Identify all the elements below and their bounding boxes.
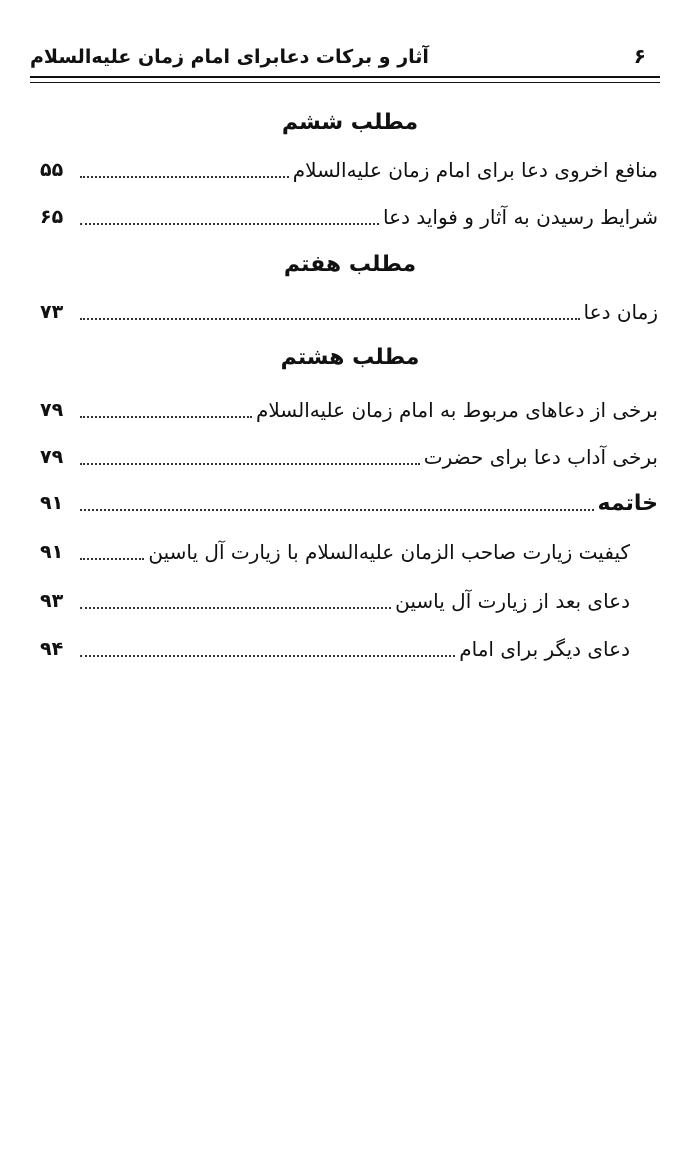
dot-leader [80, 318, 580, 320]
header-rule-thin [30, 82, 660, 83]
toc-entry[interactable] [40, 295, 658, 329]
running-title: آثار و برکات دعابرای امام زمان علیه‌السلام [30, 46, 429, 68]
section-heading: مطلب هفتم [283, 252, 417, 277]
toc-entry-page: ۷۹ [40, 446, 64, 468]
dot-leader [80, 176, 289, 178]
toc-entry[interactable] [40, 200, 658, 234]
dot-leader [80, 509, 594, 511]
header-page-number: ۶ [633, 44, 646, 68]
toc-entry[interactable] [40, 153, 658, 187]
toc-entry-title: دعای بعد از زیارت آل یاسین [395, 589, 630, 613]
toc-entry-title: زمان دعا [583, 300, 658, 324]
toc-entry[interactable] [40, 440, 658, 474]
toc-entry-page: ۷۳ [40, 301, 64, 323]
section-heading: مطلب ششم [281, 110, 419, 135]
dot-leader [80, 558, 144, 560]
dot-leader [80, 416, 252, 418]
toc-entry-title: منافع اخروی دعا برای امام زمان علیه‌السلام [292, 158, 658, 182]
toc-entry-title: دعای دیگر برای امام [459, 637, 630, 661]
toc-entry[interactable] [40, 393, 658, 427]
page-header [30, 40, 660, 82]
toc-entry-page: ۹۴ [40, 638, 64, 660]
toc-entry-title: برخی آداب دعا برای حضرت [423, 445, 658, 469]
toc-entry[interactable] [40, 584, 630, 618]
toc-entry-page: ۹۱ [40, 541, 64, 563]
toc-entry[interactable] [40, 632, 630, 666]
section-heading: مطلب هشتم [280, 345, 420, 370]
header-rule [30, 76, 660, 78]
dot-leader [80, 655, 455, 657]
toc-entry-page: ۹۱ [40, 492, 64, 514]
toc-entry[interactable] [40, 535, 630, 569]
toc-entry-title: شرایط رسیدن به آثار و فواید دعا [383, 205, 658, 229]
dot-leader [80, 223, 379, 225]
dot-leader [80, 463, 420, 465]
toc-entry-page: ۶۵ [40, 206, 64, 228]
toc-entry-title: خاتمه [597, 490, 658, 516]
dot-leader [80, 607, 391, 609]
toc-entry-title: برخی از دعاهای مربوط به امام زمان علیه‌السلام [255, 398, 658, 422]
toc-entry-title: کیفیت زیارت صاحب الزمان علیه‌السلام با زیارت آل یاسین [148, 540, 630, 564]
toc-entry-page: ۹۳ [40, 590, 64, 612]
toc-entry-page: ۷۹ [40, 399, 64, 421]
toc-entry[interactable] [40, 486, 658, 520]
toc-entry-page: ۵۵ [40, 159, 64, 181]
